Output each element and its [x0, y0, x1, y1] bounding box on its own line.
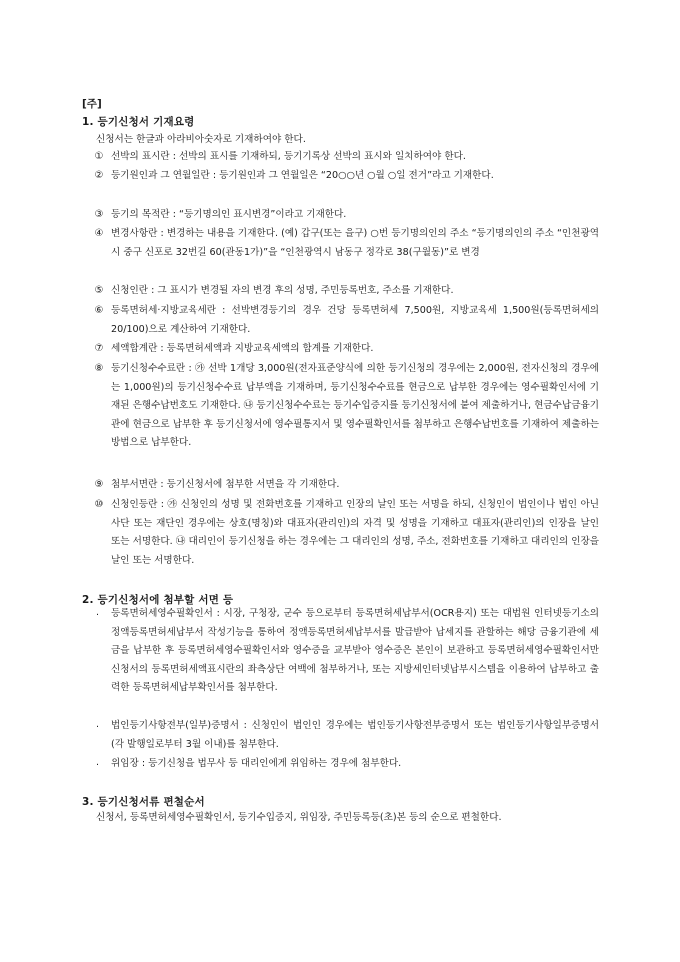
attachment-tax-receipt: 등록면허세영수필확인서 : 시장, 구청장, 군수 등으로부터 등록면허세납부서(OCR용지) 또는 대법원 인터넷등기소의 정액등록면허세납부서 작성기능을 통하여 정액등록면허세납부서를 발급받아 납세지를 관할하는 해당 금융기관에 세금을 납부한 후 등록면허세영수필확인서와 영수증을 교부받아 영수증은 본인이 보관하고 등록면허세영수필확인서만 신청서의 등록면허세액표시란의 좌측상단 여백에 첨부하거나, 또는 지방세인터넷납부시스템을 이용하여 납부하고 출력한 등록면허세납부확인서를 첨부한다.: [111, 608, 599, 694]
section-2-title: 2. 등기신청서에 첨부할 서면 등: [82, 594, 234, 606]
section-3-title: 3. 등기신청서류 편철순서: [82, 796, 205, 808]
section-3-text: 신청서, 등록면허세영수필확인서, 등기수입증지, 위임장, 주민등록등(초)본 등의 순으로 편철한다.: [96, 812, 502, 823]
item-number: ⑤: [94, 285, 104, 296]
bullet: ·: [96, 610, 100, 621]
attachment-power-of-attorney: 위임장 : 등기신청을 법무사 등 대리인에게 위임하는 경우에 첨부한다.: [111, 758, 402, 769]
item-attachments: 첨부서면란 : 등기신청서에 첨부한 서면을 각 기재한다.: [111, 479, 340, 490]
item-number: ⑥: [94, 305, 104, 316]
item-number: ①: [94, 151, 104, 162]
item-number: ⑩: [94, 499, 104, 510]
attachment-corporate-certificate: 법인등기사항전부(일부)증명서 : 신청인이 법인인 경우에는 법인등기사항전부증명서 또는 법인등기사항일부증명서(각 발행일로부터 3월 이내)를 첨부한다.: [111, 720, 599, 750]
item-number: ⑧: [94, 363, 104, 374]
item-number: ⑨: [94, 479, 104, 490]
section-1-intro: 신청서는 한글과 아라비아숫자로 기재하여야 한다.: [96, 134, 306, 145]
note-tag: [주]: [82, 98, 102, 110]
item-registration-tax: 등록면허세·지방교육세란 : 선박변경등기의 경우 건당 등록면허세 7,500원, 지방교육세 1,500원(등록면허세의 20/100)으로 계산하여 기재한다.: [111, 305, 599, 335]
item-registration-cause: 등기원인과 그 연월일란 : 등기원인과 그 연월일은 “20○○년 ○월 ○일 전거”라고 기재한다.: [111, 170, 494, 181]
bullet: ·: [96, 722, 100, 733]
item-applicant: 신청인란 : 그 표시가 변경될 자의 변경 후의 성명, 주민등록번호, 주소를 기재한다.: [111, 285, 454, 296]
section-1-title: 1. 등기신청서 기재요령: [82, 116, 195, 128]
item-vessel-display: 선박의 표시란 : 선박의 표시를 기재하되, 등기기록상 선박의 표시와 일치하여야 한다.: [111, 151, 466, 162]
item-registration-purpose: 등기의 목적란 : “등기명의인 표시변경”이라고 기재한다.: [111, 209, 347, 220]
item-tax-total: 세액합계란 : 등록면허세액과 지방교육세액의 합계를 기재한다.: [111, 343, 374, 354]
item-number: ②: [94, 170, 104, 181]
item-changes: 변경사항란 : 변경하는 내용을 기재한다. (예) 갑구(또는 을구) ○번 등기명의인의 주소 “등기명의인의 주소 “인천광역시 중구 신포로 32번길 60(관동1가)”을 “인천광역시 남동구 정각로 38(구월동)”로 변경: [111, 228, 599, 258]
item-number: ④: [94, 228, 104, 239]
item-applicant-signature: 신청인등란 : ㉮ 신청인의 성명 및 전화번호를 기재하고 인장의 날인 또는 서명을 하되, 신청인이 법인이나 법인 아닌 사단 또는 재단인 경우에는 상호(명칭)와 대표자(관리인)의 자격 및 성명을 기재하고 대표자(관리인)의 인장을 날인 또는 서명한다. ㉯ 대리인이 등기신청을 하는 경우에는 그 대리인의 성명, 주소, 전화번호를 기재하고 대리인의 인장을 날인 또는 서명한다.: [111, 499, 599, 566]
item-number: ③: [94, 209, 104, 220]
bullet: ·: [96, 760, 100, 771]
item-registration-fee: 등기신청수수료란 : ㉮ 선박 1개당 3,000원(전자표준양식에 의한 등기신청의 경우에는 2,000원, 전자신청의 경우에는 1,000원)의 등기신청수수료 납부액을 기재하며, 등기신청수수료를 현금으로 납부한 경우에는 영수필확인서에 기재된 은행수납번호도 기재한다. ㉯ 등기신청수수료는 등기수입증지를 등기신청서에 붙여 제출하거나, 현금수납금융기관에 현금으로 납부한 후 등기신청서에 영수필통지서 및 영수필확인서를 첨부하고 은행수납번호를 기재하여 제출하는 방법으로 납부한다.: [111, 363, 599, 449]
item-number: ⑦: [94, 343, 104, 354]
